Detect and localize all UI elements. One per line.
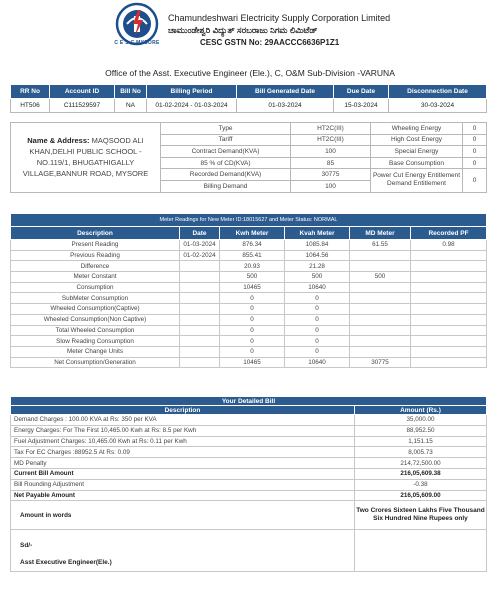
- meter-date: 01-02-2024: [180, 250, 220, 261]
- meter-kvah: 21.28: [285, 261, 350, 272]
- meter-kvah: 500: [285, 272, 350, 283]
- signature-block: [11, 530, 355, 572]
- charge-amount: 8,005.73: [355, 447, 487, 458]
- meter-md: [350, 336, 411, 347]
- table-row: [11, 304, 487, 315]
- meter-header-pf: Recorded PF: [411, 227, 487, 240]
- table-row: [11, 501, 487, 530]
- net-payable-label: Net Payable Amount: [11, 490, 355, 501]
- logo-caption: C E S C MYSORE: [114, 40, 160, 46]
- net-payable-amount: 216,05,609.00: [355, 490, 487, 501]
- detail-right-label: Special Energy: [371, 146, 463, 158]
- meter-date: [180, 325, 220, 336]
- meter-pf: [411, 293, 487, 304]
- meter-description: Wheeled Consumption(Non Captive): [11, 314, 180, 325]
- table-row: [11, 530, 487, 572]
- meter-md: [350, 346, 411, 357]
- table-row: [11, 479, 487, 490]
- meter-kvah: 0: [285, 304, 350, 315]
- charge-amount: 1,151.15: [355, 436, 487, 447]
- detail-right-label: High Cost Energy: [371, 134, 463, 146]
- table-row: [11, 336, 487, 347]
- charge-amount: 35,000.00: [355, 415, 487, 426]
- gstn-number: CESC GSTN No: 29AACCC6636P1Z1: [200, 38, 340, 47]
- header-disconnection-date: Disconnection Date: [389, 85, 487, 99]
- detail-value: 30775: [291, 169, 371, 181]
- meter-md: [350, 282, 411, 293]
- meter-kvah: 0: [285, 314, 350, 325]
- meter-date: [180, 282, 220, 293]
- meter-kwh: 10465: [220, 357, 285, 368]
- detail-value: 100: [291, 180, 371, 192]
- meter-description: Net Consumption/Generation: [11, 357, 180, 368]
- bill-generated-date-value: 01-03-2024: [237, 99, 334, 113]
- meter-kwh: 500: [220, 272, 285, 283]
- rr-no-value: HT506: [11, 99, 50, 113]
- meter-kvah: 0: [285, 293, 350, 304]
- table-row: [11, 99, 487, 113]
- charge-description: Energy Charges: For The First 10,465.00 Kwh at Rs: 8.5 per Kwh: [11, 425, 355, 436]
- detail-right-value: 0: [463, 134, 487, 146]
- detail-right-label: Wheeling Energy: [371, 123, 463, 135]
- meter-md: [350, 293, 411, 304]
- billing-period-value: 01-02-2024 - 01-03-2024: [147, 99, 237, 113]
- bill-no-value: NA: [115, 99, 147, 113]
- meter-kwh: 0: [220, 325, 285, 336]
- meter-md: [350, 261, 411, 272]
- meter-description: Meter Change Units: [11, 346, 180, 357]
- meter-kwh: 0: [220, 346, 285, 357]
- customer-name-address: [11, 123, 161, 193]
- charge-description: Fuel Adjustment Charges: 10,465.00 Kwh at Rs: 0.11 per Kwh: [11, 436, 355, 447]
- charge-description: Tax For EC Charges :88952.5 At Rs: 0.09: [11, 447, 355, 458]
- meter-readings-title: Meter Readings for New Meter ID:18015627 and Meter Status: NORMAL: [11, 214, 487, 227]
- meter-kwh: 0: [220, 293, 285, 304]
- charge-amount: 214,72,500.00: [355, 458, 487, 469]
- company-name: Chamundeshwari Electricity Supply Corporation Limited: [168, 13, 391, 23]
- meter-header-kwh: Kwh Meter: [220, 227, 285, 240]
- meter-md: [350, 250, 411, 261]
- detail-label: Tariff: [161, 134, 291, 146]
- meter-date: 01-03-2024: [180, 240, 220, 251]
- meter-md: [350, 314, 411, 325]
- amount-in-words-label: Amount in words: [11, 501, 355, 530]
- meter-pf: [411, 346, 487, 357]
- table-row: [11, 240, 487, 251]
- detail-value: HT2C(III): [291, 134, 371, 146]
- table-row: [11, 282, 487, 293]
- meter-description: Slow Reading Consumption: [11, 336, 180, 347]
- meter-kwh: 20.93: [220, 261, 285, 272]
- table-row: [11, 346, 487, 357]
- meter-md: 500: [350, 272, 411, 283]
- detail-value: 100: [291, 146, 371, 158]
- table-row: [11, 468, 487, 479]
- office-title: Office of the Asst. Executive Engineer (Ele.), C, O&M Sub-Division -VARUNA: [105, 68, 395, 78]
- detail-label: Type: [161, 123, 291, 135]
- meter-description: Total Wheeled Consumption: [11, 325, 180, 336]
- meter-date: [180, 357, 220, 368]
- detail-right-value: 0: [463, 169, 487, 192]
- detail-label: Billing Demand: [161, 180, 291, 192]
- meter-date: [180, 346, 220, 357]
- bill-header-amount: Amount (Rs.): [355, 406, 487, 415]
- table-row: [11, 357, 487, 368]
- signature-blank: [355, 530, 487, 572]
- table-row: [11, 314, 487, 325]
- meter-date: [180, 293, 220, 304]
- charge-description: MD Penalty: [11, 458, 355, 469]
- meter-md: [350, 304, 411, 315]
- meter-pf: [411, 357, 487, 368]
- meter-description: Previous Reading: [11, 250, 180, 261]
- rounding-label: Bill Rounding Adjustment: [11, 479, 355, 490]
- meter-kwh: 10465: [220, 282, 285, 293]
- detail-label: Recorded Demand(KVA): [161, 169, 291, 181]
- meter-pf: [411, 261, 487, 272]
- detail-label: 85 % of CD(KVA): [161, 157, 291, 169]
- meter-kvah: 10640: [285, 357, 350, 368]
- meter-description: Difference: [11, 261, 180, 272]
- account-id-value: C111529597: [50, 99, 115, 113]
- meter-date: [180, 272, 220, 283]
- detail-right-value: 0: [463, 123, 487, 135]
- meter-date: [180, 261, 220, 272]
- charge-amount: 88,952.50: [355, 425, 487, 436]
- meter-md: 30775: [350, 357, 411, 368]
- detail-right-value: 0: [463, 146, 487, 158]
- customer-details-table: [10, 122, 487, 193]
- meter-header-kvah: Kvah Meter: [285, 227, 350, 240]
- table-row: [11, 325, 487, 336]
- table-row: [11, 123, 487, 135]
- detail-right-value: 0: [463, 157, 487, 169]
- current-bill-amount: 216,05,609.38: [355, 468, 487, 479]
- meter-pf: [411, 304, 487, 315]
- meter-readings-table: [10, 213, 487, 368]
- disconnection-date-value: 30-03-2024: [389, 99, 487, 113]
- table-row: [11, 250, 487, 261]
- meter-description: Meter Constant: [11, 272, 180, 283]
- current-bill-label: Current Bill Amount: [11, 468, 355, 479]
- meter-pf: [411, 314, 487, 325]
- table-row: [11, 447, 487, 458]
- bill-summary-table: [10, 84, 487, 113]
- detail-value: HT2C(III): [291, 123, 371, 135]
- customer-address: MAQSOOD ALI KHAN,DELHI PUBLIC SCHOOL - NO.119/1, BHUGATHIGALLY VILLAGE,BANNUR ROAD, MYSORE: [22, 136, 149, 179]
- meter-header-md: MD Meter: [350, 227, 411, 240]
- table-row: [11, 415, 487, 426]
- meter-pf: [411, 282, 487, 293]
- table-row: [11, 261, 487, 272]
- signature-title: Asst Executive Engineer(Ele.): [20, 559, 112, 567]
- table-row: [11, 293, 487, 304]
- name-address-label: Name & Address:: [27, 136, 90, 146]
- due-date-value: 15-03-2024: [334, 99, 389, 113]
- header-account-id: Account ID: [50, 85, 115, 99]
- meter-pf: [411, 250, 487, 261]
- meter-description: Consumption: [11, 282, 180, 293]
- detailed-bill-table: [10, 396, 487, 572]
- header-bill-no: Bill No: [115, 85, 147, 99]
- detailed-bill-title: Your Detailed Bill: [11, 397, 487, 406]
- table-row: [11, 436, 487, 447]
- bill-header-description: Description: [11, 406, 355, 415]
- meter-kvah: 0: [285, 336, 350, 347]
- meter-date: [180, 336, 220, 347]
- meter-kvah: 0: [285, 346, 350, 357]
- detail-label: Contract Demand(KVA): [161, 146, 291, 158]
- meter-date: [180, 314, 220, 325]
- page-header: [0, 0, 500, 62]
- meter-kvah: 1085.84: [285, 240, 350, 251]
- header-rr-no: RR No: [11, 85, 50, 99]
- meter-kvah: 0: [285, 325, 350, 336]
- meter-pf: [411, 272, 487, 283]
- meter-description: SubMeter Consumption: [11, 293, 180, 304]
- meter-description: Present Reading: [11, 240, 180, 251]
- meter-kwh: 876.34: [220, 240, 285, 251]
- table-row: [11, 458, 487, 469]
- meter-date: [180, 304, 220, 315]
- meter-kwh: 0: [220, 314, 285, 325]
- charge-description: Demand Charges : 100.00 KVA at Rs: 350 per KVA: [11, 415, 355, 426]
- header-due-date: Due Date: [334, 85, 389, 99]
- meter-header-description: Description: [11, 227, 180, 240]
- detail-right-label: Base Consumption: [371, 157, 463, 169]
- cesc-logo-icon: [112, 2, 162, 54]
- meter-kwh: 855.41: [220, 250, 285, 261]
- company-name-kannada: ಚಾಮುಂಡೇಶ್ವರಿ ವಿದ್ಯುತ್ ಸರಬರಾಜು ನಿಗಮ ಲಿಮಿಟೆಡ್: [168, 25, 318, 35]
- detail-value: 85: [291, 157, 371, 169]
- rounding-amount: -0.38: [355, 479, 487, 490]
- meter-pf: 0.98: [411, 240, 487, 251]
- signature-sd: Sd/-: [20, 542, 33, 550]
- detail-right-label: Power Cut Energy Entitlement Demand Entitlement: [371, 169, 463, 192]
- meter-kvah: 1064.56: [285, 250, 350, 261]
- header-bill-generated-date: Bill Generated Date: [237, 85, 334, 99]
- meter-kwh: 0: [220, 336, 285, 347]
- meter-pf: [411, 325, 487, 336]
- meter-description: Wheeled Consumption(Captive): [11, 304, 180, 315]
- table-row: [11, 425, 487, 436]
- meter-kwh: 0: [220, 304, 285, 315]
- meter-kvah: 10640: [285, 282, 350, 293]
- meter-header-date: Date: [180, 227, 220, 240]
- amount-in-words-value: Two Crores Sixteen Lakhs Five Thousand Six Hundred Nine Rupees only: [355, 501, 487, 530]
- meter-md: [350, 325, 411, 336]
- meter-pf: [411, 336, 487, 347]
- table-row: [11, 272, 487, 283]
- table-row: [11, 490, 487, 501]
- header-billing-period: Billing Period: [147, 85, 237, 99]
- meter-md: 61.55: [350, 240, 411, 251]
